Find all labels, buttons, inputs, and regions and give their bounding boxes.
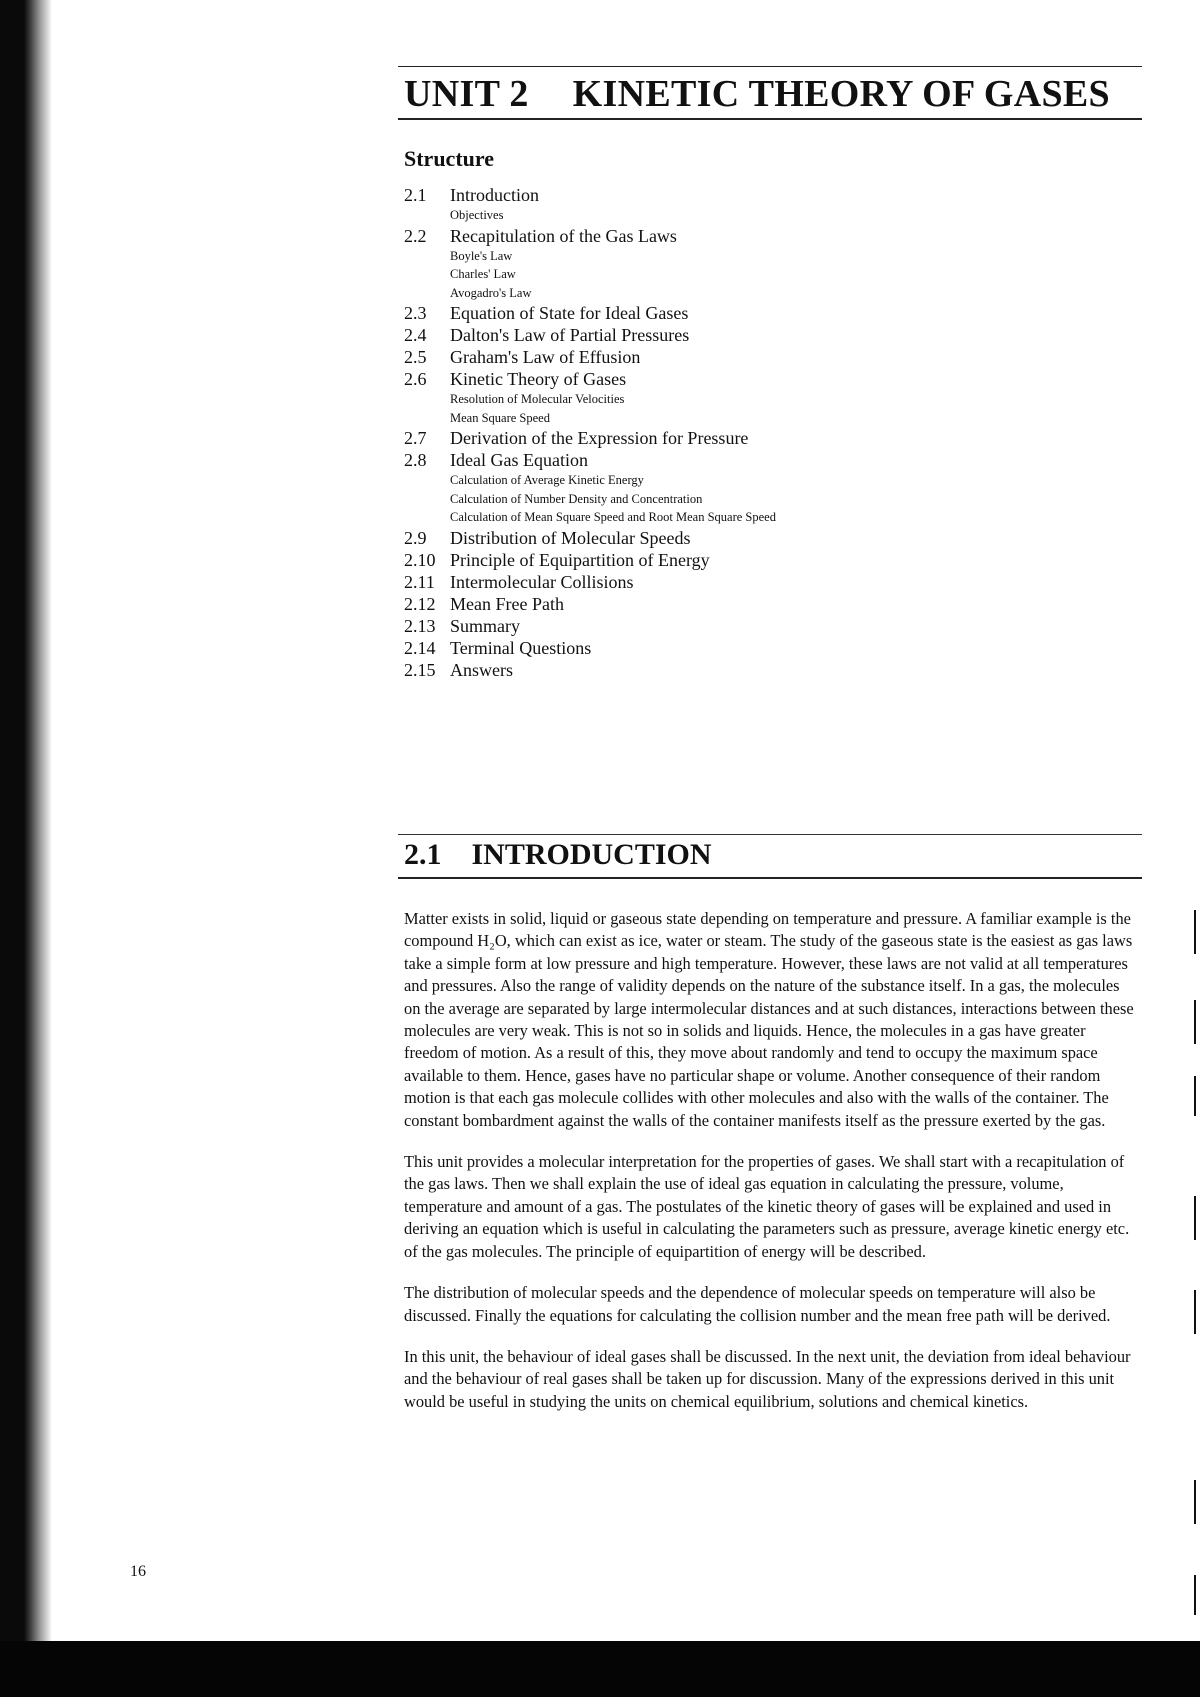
section-heading [404, 838, 712, 872]
toc-number: 2.2 [404, 225, 427, 246]
toc-row [404, 659, 964, 681]
toc-number: 2.12 [404, 593, 436, 614]
toc-title: Mean Free Path [450, 593, 564, 614]
toc-number: 2.10 [404, 549, 436, 570]
scan-margin-mark [1194, 1575, 1196, 1615]
scan-margin-mark [1194, 1290, 1196, 1334]
toc-entry [404, 302, 964, 324]
toc-entry [404, 527, 964, 549]
toc-title: Terminal Questions [450, 637, 592, 658]
toc-entry [404, 615, 964, 637]
toc-title: Dalton's Law of Partial Pressures [450, 325, 690, 345]
toc-title: Distribution of Molecular Speeds [450, 527, 691, 548]
toc-title: Kinetic Theory of Gases [450, 369, 627, 389]
page-number: 16 [130, 1563, 146, 1580]
toc-number: 2.5 [404, 347, 427, 367]
toc-title: Derivation of the Expression for Pressure [450, 428, 749, 448]
toc-entry [404, 346, 964, 368]
toc-subentry: Resolution of Molecular Velocities [450, 392, 625, 406]
toc-row [404, 346, 964, 368]
toc-row [404, 637, 964, 659]
toc-row [404, 368, 964, 390]
toc-title: Recapitulation of the Gas Laws [450, 225, 677, 246]
toc-title: Ideal Gas Equation [450, 450, 588, 470]
toc-row [404, 184, 964, 206]
paragraph: This unit provides a molecular interpretation for the properties of gases. We shall start with a recapitulation of the gas laws. Then we shall explain the use of ideal gas equation in calculating the pressure, volume, temperature and amount of a gas. The postulates of the kinetic theory of gases will be explained and used in deriving an equation which is useful in calculating the parameters such as pressure, average kinetic energy etc. of the gas molecules. The principle of equipartition of energy will be described. [404, 1152, 1130, 1261]
toc-row [404, 449, 964, 471]
section-rule-bottom [398, 877, 1142, 879]
toc-subentry: Calculation of Average Kinetic Energy [450, 473, 644, 487]
toc-subentry: Charles' Law [450, 267, 516, 281]
toc-subentry: Avogadro's Law [450, 285, 532, 300]
toc-entry [404, 225, 964, 303]
toc-number: 2.11 [404, 571, 435, 592]
toc-number: 2.4 [404, 325, 427, 345]
body-text [404, 908, 1136, 1432]
toc-title: Equation of State for Ideal Gases [450, 303, 689, 323]
toc-row [404, 593, 964, 615]
scan-bottom-band [0, 1641, 1200, 1697]
toc-subentry: Objectives [450, 208, 504, 222]
table-of-contents [404, 184, 964, 681]
scan-margin-mark [1194, 1076, 1196, 1116]
scan-left-edge [0, 0, 52, 1697]
toc-number: 2.9 [404, 527, 427, 548]
toc-row [404, 427, 964, 449]
toc-entry [404, 571, 964, 593]
toc-subentry: Calculation of Number Density and Concentration [450, 491, 703, 506]
toc-entry [404, 659, 964, 681]
structure-heading: Structure [404, 146, 495, 171]
toc-number: 2.14 [404, 637, 436, 658]
toc-row [404, 527, 964, 549]
unit-title [404, 72, 1110, 116]
toc-number: 2.13 [404, 615, 436, 636]
paragraph: The distribution of molecular speeds and the dependence of molecular speeds on temperature will also be discussed. Finally the equations for calculating the collision number and the mean free path will be derived. [404, 1283, 1111, 1325]
scan-margin-mark [1194, 910, 1196, 954]
toc-title: Summary [450, 615, 520, 636]
toc-title: Graham's Law of Effusion [450, 347, 641, 367]
paragraph: Matter exists in solid, liquid or gaseous state depending on temperature and pressure. A familiar example is the compound H₂O, which can exist as ice, water or steam. The study of the gaseous state is the easiest as gas laws take a simple form at low pressure and high temperature. However, these laws are not valid at all temperatures and pressures. Also the range of validity depends on the nature of the substance itself. In a gas, the molecules on the average are separated by large intermolecular distances and at such distances, interactions between these molecules are very weak. This is not so in solids and liquids. Hence, the molecules in a gas have greater freedom of motion. As a result of this, they move about randomly and tend to occupy the maximum space available to them. Hence, gases have no particular shape or volume. Another consequence of their random motion is that each gas molecule collides with other molecules and also with the walls of the container. The constant bombardment against the walls of the container manifests itself as the pressure exerted by the gas. [404, 909, 1134, 1130]
toc-number: 2.6 [404, 369, 427, 389]
toc-number: 2.1 [404, 185, 427, 205]
top-rule [398, 66, 1142, 67]
paragraph: In this unit, the behaviour of ideal gases shall be discussed. In the next unit, the deviation from ideal behaviour and the behaviour of real gases shall be taken up for discussion. Many of the expressions derived in this unit would be useful in studying the units on chemical equilibrium, solutions and chemical kinetics. [404, 1346, 1131, 1411]
toc-number: 2.15 [404, 659, 436, 680]
toc-row [404, 549, 964, 571]
toc-row [404, 324, 964, 346]
toc-number: 2.3 [404, 303, 427, 323]
toc-title: Principle of Equipartition of Energy [450, 549, 710, 570]
toc-number: 2.7 [404, 428, 427, 448]
toc-number: 2.8 [404, 450, 427, 470]
toc-title: Introduction [450, 185, 539, 205]
toc-row [404, 615, 964, 637]
unit-number: UNIT 2 [404, 73, 529, 115]
scan-margin-mark [1194, 1196, 1196, 1240]
toc-entry [404, 427, 964, 449]
toc-entry [404, 593, 964, 615]
toc-entry [404, 549, 964, 571]
toc-title: Intermolecular Collisions [450, 571, 634, 592]
scan-margin-mark [1194, 1480, 1196, 1524]
toc-entry [404, 324, 964, 346]
toc-subentry: Mean Square Speed [450, 410, 550, 425]
toc-entry [404, 184, 964, 225]
toc-subentry: Boyle's Law [450, 248, 513, 263]
toc-row [404, 225, 964, 247]
toc-row [404, 302, 964, 324]
scan-margin-mark [1194, 1000, 1196, 1044]
toc-entry [404, 449, 964, 527]
toc-row [404, 571, 964, 593]
title-rule [398, 118, 1142, 120]
section-title: INTRODUCTION [471, 838, 712, 871]
toc-entry [404, 637, 964, 659]
toc-title: Answers [450, 659, 513, 680]
toc-subentry: Calculation of Mean Square Speed and Root Mean Square Speed [450, 510, 776, 524]
section-rule-top [398, 834, 1142, 835]
toc-entry [404, 368, 964, 427]
unit-title-text: KINETIC THEORY OF GASES [572, 73, 1110, 115]
section-number: 2.1 [404, 838, 442, 871]
